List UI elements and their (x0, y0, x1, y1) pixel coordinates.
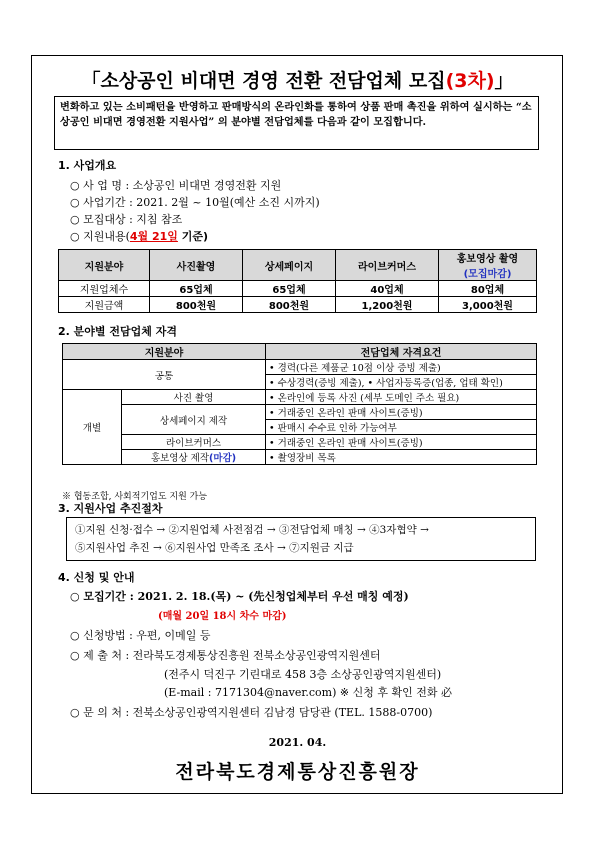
table-cell: 800천원 (150, 297, 243, 313)
field-video-closed: (마감) (209, 453, 237, 464)
support-date: 4월 21일 (129, 230, 178, 243)
table-cell: 1,200천원 (336, 297, 439, 313)
field-detail: 상세페이지 제작 (122, 405, 266, 435)
support-suffix: 기준) (177, 230, 209, 243)
header-requirements: 전담업체 자격요건 (266, 344, 537, 360)
header-video (439, 250, 537, 281)
header-video-label: 홍보영상 촬영 (456, 254, 519, 265)
support-prefix: ○ 지원내용( (70, 230, 130, 243)
table-cell: 40업체 (336, 281, 439, 297)
page-title (0, 66, 595, 93)
process-line-1: ①지원 신청·접수 → ②지원업체 사전점검 → ③전담업체 매칭 → ④3자협약 → (75, 524, 429, 536)
title-round: (3차) (445, 70, 495, 92)
intro-box: 변화하고 있는 소비패턴을 반영하고 판매방식의 온라인화를 통하여 상품 판매 촉진을 위하여 실시하는 “소상공인 비대면 경영전환 지원사업” 의 분야별 전담업체를 다음과 같이 모집합니다. (54, 96, 539, 150)
apply-period: ○ 모집기간 : 2021. 2. 18.(목) ~ (先신청업체부터 우선 매칭 예정) (70, 590, 409, 603)
header-detail: 상세페이지 (243, 250, 336, 281)
note-text: ※ 협동조합, 사회적기업도 지원 가능 (62, 492, 208, 502)
common-req-1: • 경력(다른 제품군 10점 이상 증빙 제출) (266, 360, 537, 375)
row-label: 지원업체수 (59, 281, 150, 297)
table-cell: 65업체 (243, 281, 336, 297)
table-cell: 80업체 (439, 281, 537, 297)
table-cell: 65업체 (150, 281, 243, 297)
video-req: • 촬영장비 목록 (266, 450, 537, 465)
section3-heading: 3. 지원사업 추진절차 (58, 502, 163, 515)
section4-heading: 4. 신청 및 안내 (58, 571, 135, 584)
header-field: 지원분야 (59, 250, 150, 281)
business-name: ○ 사 업 명 : 소상공인 비대면 경영전환 지원 (70, 179, 282, 192)
contact-info: ○ 문 의 처 : 전북소상공인광역지원센터 김남경 담당관 (TEL. 1588-0700) (70, 706, 433, 719)
header-field: 지원분야 (63, 344, 266, 360)
qualification-table (62, 343, 537, 465)
process-line-2: ⑤지원사업 추진 → ⑥지원사업 만족조 조사 → ⑦지원금 지급 (75, 542, 354, 554)
support-content (70, 228, 208, 244)
live-req: • 거래중인 온라인 판매 사이트(증빙) (266, 435, 537, 450)
apply-period-note: (매월 20일 18시 차수 마감) (158, 611, 287, 622)
field-video-label: 홍보영상 제작 (150, 453, 210, 464)
detail-req-1: • 거래중인 온라인 판매 사이트(증빙) (266, 405, 537, 420)
submit-email: (E-mail : 7171304@naver.com) ※ 신청 후 확인 전화 必 (164, 686, 452, 699)
table-row (59, 281, 537, 297)
header-video-closed: (모집마감) (463, 269, 512, 280)
common-label: 공통 (63, 360, 266, 390)
business-period: ○ 사업기간 : 2021. 2월 ~ 10월(예산 소진 시까지) (70, 196, 320, 209)
header-live: 라이브커머스 (336, 250, 439, 281)
title-close: 」 (494, 70, 514, 92)
row-label: 지원금액 (59, 297, 150, 313)
apply-method: ○ 신청방법 : 우편, 이메일 등 (70, 629, 211, 642)
field-live: 라이브커머스 (122, 435, 266, 450)
table-row (59, 297, 537, 313)
title-text: 「소상공인 비대면 경영 전환 전담업체 모집 (81, 70, 446, 92)
support-table (58, 249, 537, 313)
submit-place: ○ 제 출 처 : 전라북도경제통상진흥원 전북소상공인광역지원센터 (70, 649, 381, 662)
table-cell: 3,000천원 (439, 297, 537, 313)
field-video (122, 450, 266, 465)
detail-req-2: • 판매시 수수료 인하 가능여부 (266, 420, 537, 435)
individual-label: 개별 (63, 390, 122, 465)
process-box (66, 517, 536, 561)
section2-heading: 2. 분야별 전담업체 자격 (58, 325, 177, 338)
recruit-target: ○ 모집대상 : 지침 참조 (70, 213, 183, 226)
document-date: 2021. 04. (268, 736, 327, 749)
table-cell: 800천원 (243, 297, 336, 313)
section1-heading: 1. 사업개요 (58, 159, 117, 172)
signature: 전라북도경제통상진흥원장 (175, 761, 420, 783)
submit-address: (전주시 덕진구 기린대로 458 3층 소상공인광역지원센터) (164, 668, 442, 681)
photo-req: • 온라인에 등록 사진 (세부 도메인 주소 필요) (266, 390, 537, 405)
header-photo: 사진촬영 (150, 250, 243, 281)
common-req-2: • 수상경력(증빙 제출), • 사업자등록증(업종, 업태 확인) (266, 375, 537, 390)
field-photo: 사진 촬영 (122, 390, 266, 405)
